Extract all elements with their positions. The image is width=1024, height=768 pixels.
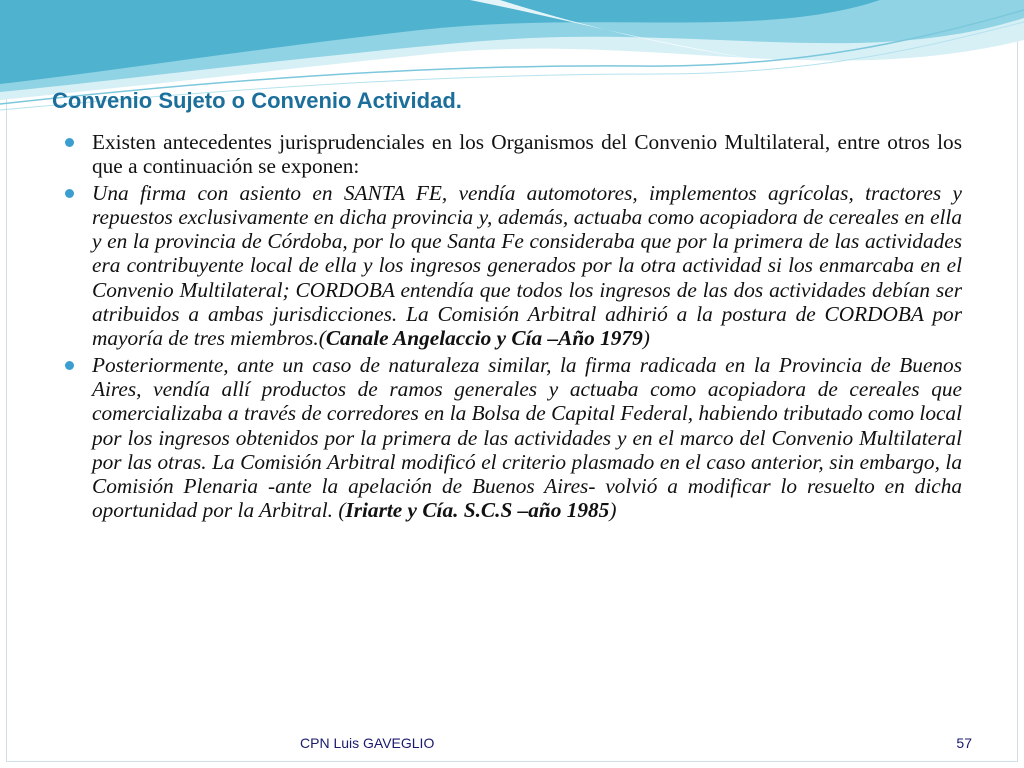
bullet-closing: ) <box>642 326 650 351</box>
bullet-item-2 <box>62 181 962 351</box>
bullet-text: Una firma con asiento en SANTA FE, vendía automotores, implementos agrícolas, tractores y repuestos exclusivamente en dicha provincia y, además, actuaba como acopiadora de cereales en ella y en la provincia de Córdoba, por lo que Santa Fe consideraba que por la primera de las actividades era contribuyente local de ella y los ingresos generados por la otra actividad si los enmarcaba en el Convenio Multilateral; CORDOBA entendía que todos los ingresos de las dos actividades debían ser atribuidos a ambas jurisdicciones. La Comisión Arbitral adhirió a la postura de CORDOBA por mayoría de tres miembros.( <box>92 180 962 351</box>
bullet-item-3 <box>62 353 962 523</box>
bullet-text: Posteriormente, ante un caso de naturaleza similar, la firma radicada en la Provincia de Buenos Aires, vendía allí productos de ramos generales y actuaba como acopiadora de cereales que comercializaba a través de corredores en la Bolsa de Capital Federal, habiendo tributado como local por los ingresos obtenidos por la primera de las actividades y en el marco del Convenio Multilateral por las otras. La Comisión Arbitral modificó el criterio plasmado en el caso anterior, sin embargo, la Comisión Plenaria -ante la apelación de Buenos Aires- volvió a modificar lo resuelto en dicha oportunidad por la Arbitral. ( <box>92 352 962 523</box>
slide-title: Convenio Sujeto o Convenio Actividad. <box>52 88 462 113</box>
bullet-citation: Canale Angelaccio y Cía –Año 1979 <box>325 326 643 351</box>
bullet-closing: ) <box>609 498 617 523</box>
slide-content <box>62 130 962 525</box>
bullet-dot-icon <box>65 189 74 198</box>
footer-page-number: 57 <box>956 735 972 751</box>
bullet-text: Existen antecedentes jurisprudenciales en los Organismos del Convenio Multilateral, entre otros los que a continuación se exponen: <box>92 130 962 179</box>
bullet-dot-icon <box>65 361 74 370</box>
bullet-citation: Iriarte y Cía. S.C.S –año 1985 <box>345 498 610 523</box>
footer-author: CPN Luis GAVEGLIO <box>300 735 435 751</box>
bullet-item-1 <box>62 130 962 179</box>
bullet-dot-icon <box>65 138 74 147</box>
